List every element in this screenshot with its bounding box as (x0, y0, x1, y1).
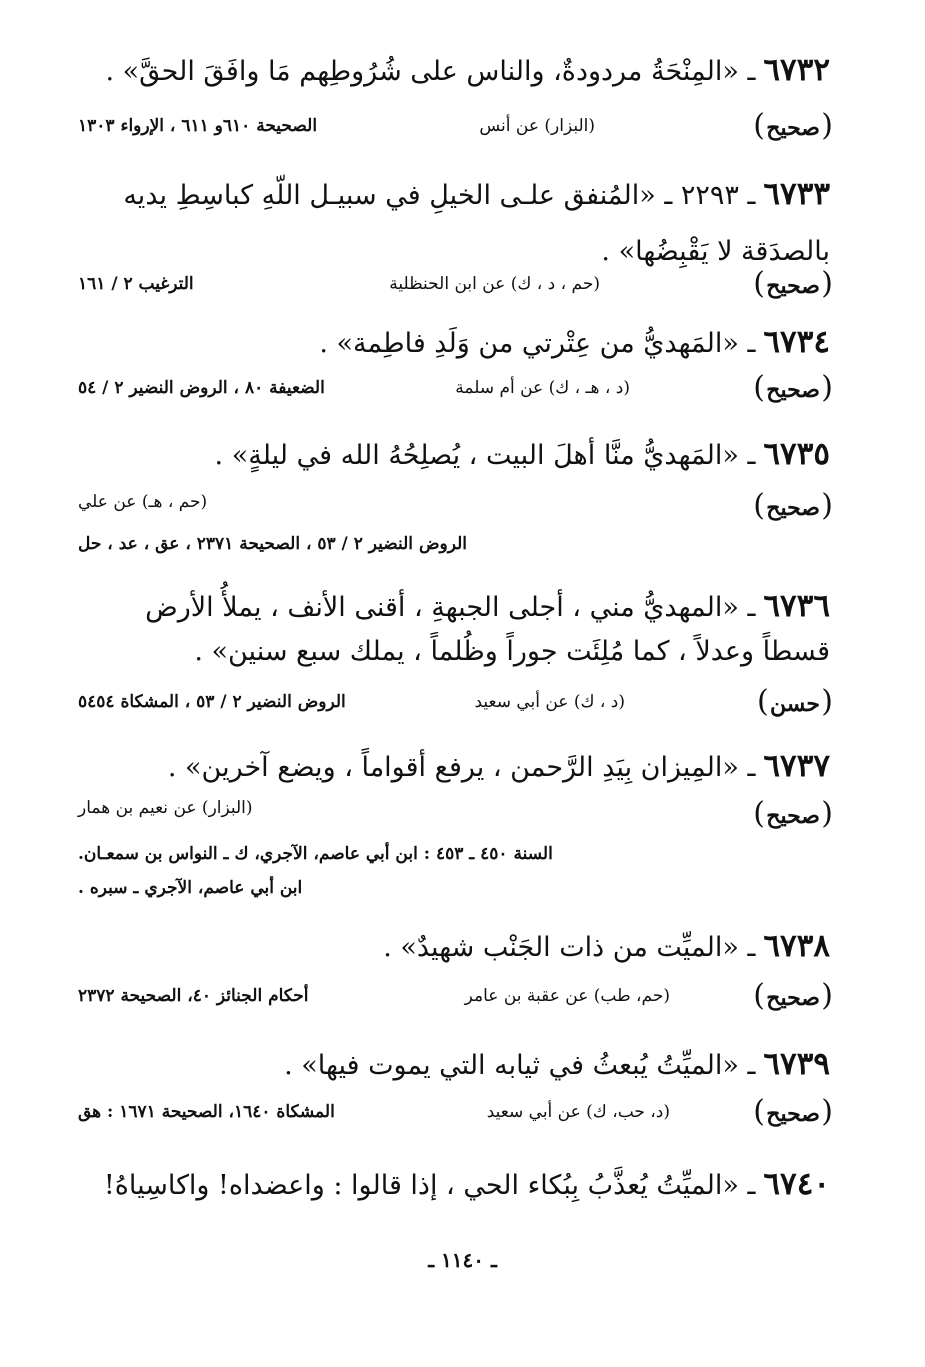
reference-row-6732 (78, 108, 830, 152)
hadith-number: ٦٧٣٩ (763, 1046, 830, 1082)
hadith-6734 (78, 322, 830, 364)
cross-references: الترغيب ٢ / ١٦١ (78, 274, 194, 294)
reference-row-6734 (78, 370, 830, 414)
source-citation: (د ، ك) عن أبي سعيد (474, 692, 625, 712)
cross-references: أحكام الجنائز ٤٠، الصحيحة ٢٣٧٢ (78, 986, 309, 1006)
cross-references: الصحيحة ٦١٠و ٦١١ ، الإرواء ١٣٠٣ (78, 116, 318, 136)
grade-badge: ( صحيح ) (756, 1096, 830, 1132)
hadith-number: ٦٧٣٨ (763, 928, 830, 964)
source-citation: (حم ، د ، ك) عن ابن الحنظلية (389, 274, 600, 294)
reference-row-6738 (78, 978, 830, 1022)
source-citation: (د، حب، ك) عن أبي سعيد (486, 1102, 670, 1122)
hadith-text: ـ «المِيزان بِيَدِ الرَّحمن ، يرفع أقواماً ، ويضع آخرين» . (167, 752, 756, 783)
grade-badge: ( صحيح ) (756, 798, 830, 834)
hadith-text: ـ «الميِّتُ يُعذَّبُ بِبُكاء الحي ، إذا قالوا : واعضداه! واكاسِياهُ! (103, 1170, 756, 1201)
hadith-6739 (78, 1044, 830, 1086)
hadith-text: ـ «الميِّت من ذات الجَنْب شهيدٌ» . (383, 932, 756, 963)
cross-references: المشكاة ١٦٤٠، الصحيحة ١٦٧١ : هق (78, 1102, 335, 1122)
source-citation: (حم، طب) عن عقبة بن عامر (464, 986, 670, 1006)
reference-row-6736 (78, 684, 830, 728)
hadith-6740 (78, 1164, 830, 1206)
source-citation: (البزار) عن نعيم بن همار (78, 798, 253, 818)
hadith-6735 (78, 434, 830, 476)
hadith-6733 (78, 166, 830, 280)
hadith-text: ـ ٢٢٩٣ ـ «المُنفق علـى الخيلِ في سبيـل اللّهِ كباسِطِ يديه بالصدَقة لا يَقْبِضُها» . (123, 180, 830, 267)
source-citation: (البزار) عن أنس (479, 116, 595, 136)
reference-row-6733 (78, 266, 830, 310)
reference-extra-line: السنة ٤٥٠ ـ ٤٥٣ : ابن أبي عاصم، الآجري، ك ـ النواس بن سمعـان. (78, 844, 553, 864)
reference-extra-line: ابن أبي عاصم، الآجري ـ سبره . (78, 878, 303, 898)
grade-badge: ( صحيح ) (756, 490, 830, 526)
hadith-number: ٦٧٣٢ (763, 52, 830, 88)
hadith-number: ٦٧٣٧ (763, 748, 830, 784)
hadith-number: ٦٧٣٦ (763, 588, 830, 624)
hadith-6736 (78, 584, 830, 674)
hadith-text: ـ «المَهديُّ من عِتْرتي من وَلَدِ فاطِمة» . (319, 328, 756, 359)
hadith-text: ـ «المِنْحَةُ مردودةٌ، والناس على شُرُوطِهم مَا وافَقَ الحقَّ» . (105, 56, 756, 87)
reference-row-6737 (78, 796, 830, 840)
reference-row-6739 (78, 1094, 830, 1138)
hadith-number: ٦٧٣٤ (763, 324, 830, 360)
cross-references: الضعيفة ٨٠ ، الروض النضير ٢ / ٥٤ (78, 378, 325, 398)
hadith-number: ٦٧٤٠ (763, 1166, 830, 1202)
reference-row-6735 (78, 488, 830, 532)
hadith-6738 (78, 926, 830, 968)
hadith-text: ـ «الميِّتُ يُبعثُ في ثيابه التي يموت فيها» . (284, 1050, 756, 1081)
hadith-text: ـ «المَهديُّ منَّا أهلَ البيت ، يُصلِحُهُ الله في ليلةٍ» . (214, 440, 756, 471)
grade-badge: ( صحيح ) (756, 268, 830, 304)
hadith-number: ٦٧٣٥ (763, 436, 830, 472)
grade-badge: ( حسن ) (760, 686, 830, 722)
hadith-6737 (78, 746, 830, 788)
hadith-6732 (78, 50, 830, 92)
grade-badge: ( صحيح ) (756, 110, 830, 146)
grade-badge: ( صحيح ) (756, 372, 830, 408)
page-number: ـ ١١٤٠ ـ (428, 1248, 497, 1272)
cross-references: الروض النضير ٢ / ٥٣ ، المشكاة ٥٤٥٤ (78, 692, 346, 712)
hadith-text: ـ «المهديُّ مني ، أجلى الجبهةِ ، أقنى الأنف ، يملأُ الأرض قسطاً وعدلاً ، كما مُلِئَت جوراً وظُلماً ، يملك سبع سنين» . (145, 592, 830, 667)
hadith-number: ٦٧٣٣ (763, 176, 830, 212)
reference-extra-line: الروض النضير ٢ / ٥٣ ، الصحيحة ٢٣٧١ ، عق ، عد ، حل (78, 534, 467, 554)
source-citation: (حم ، هـ) عن علي (78, 492, 208, 512)
grade-badge: ( صحيح ) (756, 980, 830, 1016)
source-citation: (د ، هـ ، ك) عن أم سلمة (455, 378, 630, 398)
